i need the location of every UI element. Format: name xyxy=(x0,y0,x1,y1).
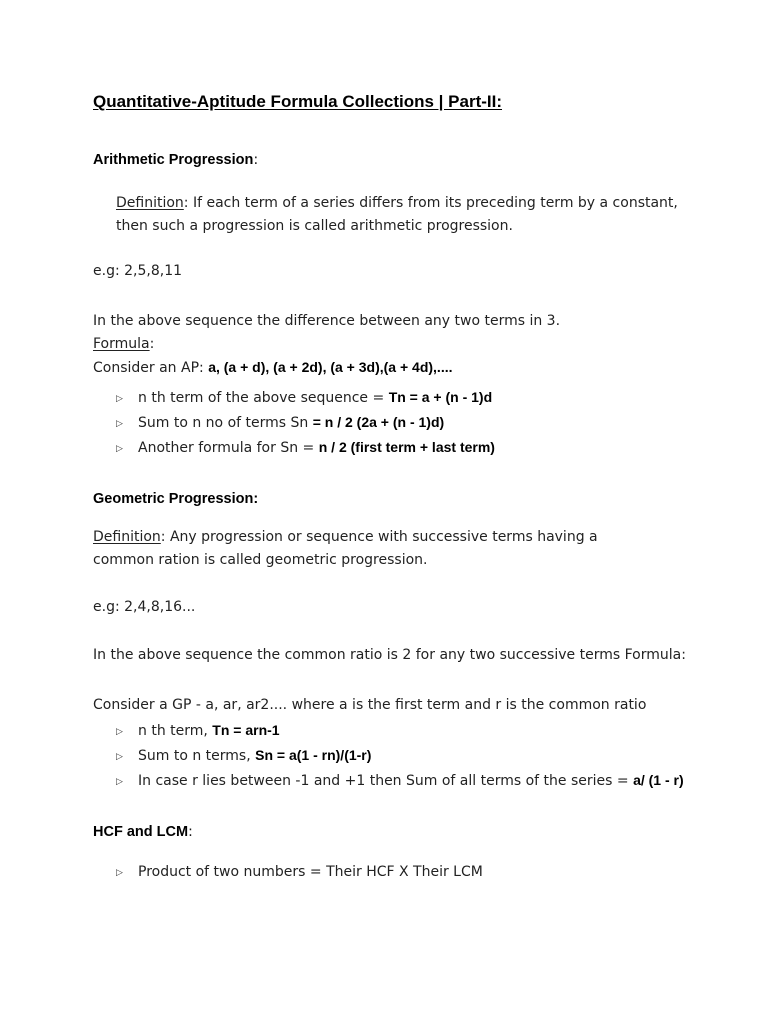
list-item xyxy=(116,389,492,406)
ap-definition-line1: : If each term of a series differs from its preceding term by a constant, xyxy=(183,195,678,211)
page-title: Quantitative-Aptitude Formula Collections | Part-II: xyxy=(93,92,503,111)
triangle-bullet-icon: ▷ xyxy=(116,444,123,454)
hcf-heading-colon: : xyxy=(188,824,193,840)
bullet-text: Another formula for Sn = xyxy=(138,440,319,456)
triangle-bullet-icon: ▷ xyxy=(116,394,123,404)
ap-note xyxy=(93,310,560,380)
ap-note-text: In the above sequence the difference between any two terms in 3. xyxy=(93,313,561,329)
gp-example: e.g: 2,4,8,16... xyxy=(93,599,196,615)
bullet-text: n th term, xyxy=(138,723,213,739)
ap-heading xyxy=(93,152,258,168)
triangle-bullet-icon: ▷ xyxy=(116,777,123,787)
ap-definition xyxy=(116,192,678,238)
bullet-formula: Tn = arn-1 xyxy=(212,722,280,738)
bullet-formula: Sn = a(1 - rn)/(1-r) xyxy=(255,747,372,763)
gp-definition-line1: : Any progression or sequence with successive terms having a xyxy=(160,529,598,545)
bullet-text: In case r lies between -1 and +1 then Sum of all terms of the series = xyxy=(138,773,634,789)
bullet-formula: n / 2 (first term + last term) xyxy=(318,439,495,455)
ap-formula-label: Formula xyxy=(93,336,150,352)
list-item xyxy=(116,722,280,739)
ap-heading-text: Arithmetic Progression xyxy=(93,152,254,168)
gp-note: In the above sequence the common ratio is 2 for any two successive terms Formula: xyxy=(93,647,686,663)
list-item xyxy=(116,747,371,764)
list-item xyxy=(116,772,684,789)
bullet-text: n th term of the above sequence = xyxy=(138,390,389,406)
gp-definition-line2: common ration is called geometric progression. xyxy=(93,552,428,568)
ap-formula-colon: : xyxy=(149,336,155,352)
gp-definition xyxy=(93,526,598,572)
bullet-formula: = n / 2 (2a + (n - 1)d) xyxy=(312,414,445,430)
bullet-formula: a/ (1 - r) xyxy=(633,772,684,788)
ap-example: e.g: 2,5,8,11 xyxy=(93,263,183,279)
list-item xyxy=(116,414,444,431)
hcf-heading-text: HCF and LCM xyxy=(93,824,189,840)
ap-heading-colon: : xyxy=(253,152,259,168)
bullet-text: Sum to n terms, xyxy=(138,748,256,764)
ap-definition-line2: then such a progression is called arithmetic progression. xyxy=(116,218,513,234)
bullet-formula: Tn = a + (n - 1)d xyxy=(388,389,493,405)
triangle-bullet-icon: ▷ xyxy=(116,419,123,429)
list-item xyxy=(116,864,483,880)
ap-consider-text: Consider an AP: xyxy=(93,360,209,376)
triangle-bullet-icon: ▷ xyxy=(116,868,123,878)
triangle-bullet-icon: ▷ xyxy=(116,727,123,737)
bullet-text: Sum to n no of terms Sn xyxy=(138,415,313,431)
gp-heading: Geometric Progression: xyxy=(93,491,259,507)
hcf-heading xyxy=(93,824,193,840)
list-item xyxy=(116,439,495,456)
triangle-bullet-icon: ▷ xyxy=(116,752,123,762)
bullet-text: Product of two numbers = Their HCF X Their LCM xyxy=(138,864,483,880)
ap-consider-formula: a, (a + d), (a + 2d), (a + 3d),(a + 4d),.... xyxy=(208,359,453,375)
ap-definition-label: Definition xyxy=(116,195,184,211)
gp-definition-label: Definition xyxy=(93,529,161,545)
gp-consider: Consider a GP - a, ar, ar2.... where a is the first term and r is the common ratio xyxy=(93,697,647,713)
